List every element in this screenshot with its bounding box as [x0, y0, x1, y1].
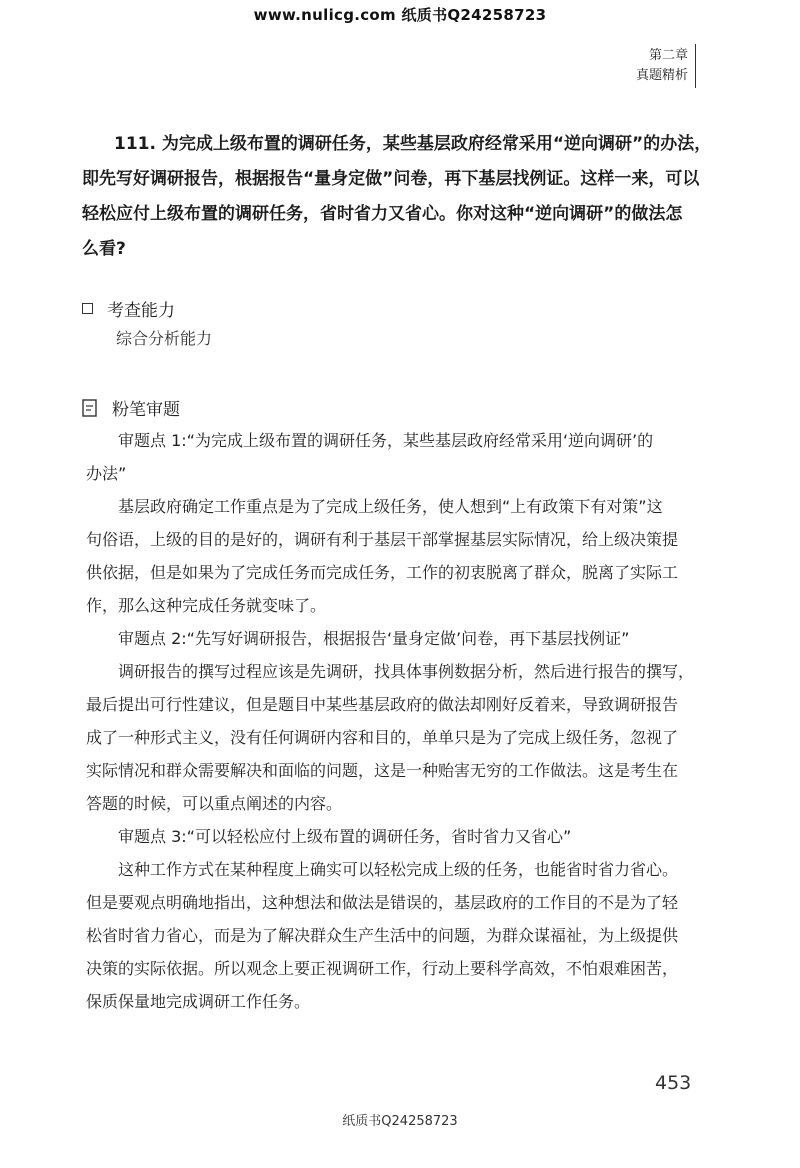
paragraph-line: 决策的实际依据。所以观念上要正视调研工作，行动上要科学高效，不怕艰难困苦，	[86, 959, 679, 978]
paragraph-line: 作，那么这种完成任务就变味了。	[86, 596, 327, 615]
question-line: 么看?	[82, 239, 126, 259]
paragraph-line: 实际情况和群众需要解决和面临的问题，这是一种贻害无穷的工作做法。这是考生在	[86, 761, 679, 780]
section-title: 真题精析	[635, 68, 688, 83]
question-line: 111. 为完成上级布置的调研任务，某些基层政府经常采用“逆向调研”的办法，	[114, 134, 712, 154]
paragraph-line: 松省时省力省心，而是为了解决群众生产生活中的问题，为群众谋福祉，为上级提供	[86, 926, 679, 945]
question-block	[82, 127, 710, 267]
paragraph-line: 这种工作方式在某种程度上确实可以轻松完成上级的任务，也能省时省力省心。	[118, 860, 679, 879]
chapter-title: 第二章	[648, 48, 688, 63]
watermark-bottom: 纸质书Q24258723	[342, 1114, 458, 1129]
paragraph-line: 最后提出可行性建议，但是题目中某些基层政府的做法却刚好反着来，导致调研报告	[86, 695, 679, 714]
watermark-top: www.nulicg.com 纸质书Q24258723	[253, 6, 547, 24]
paragraph-line: 供依据，但是如果为了完成任务而完成任务，工作的初衷脱离了群众，脱离了实际工	[86, 563, 679, 582]
square-bullet-icon	[82, 303, 93, 314]
paragraph-line: 句俗语，上级的目的是好的，调研有利于基层干部掌握基层实际情况，给上级决策提	[86, 530, 679, 549]
page-number: 453	[655, 1072, 692, 1094]
paragraph-line: 保质保量地完成调研工作任务。	[86, 992, 311, 1011]
review-content	[86, 424, 706, 1018]
chapter-header	[636, 46, 688, 86]
review-point-title: 审题点 2:“先写好调研报告，根据报告‘量身定做’问卷，再下基层找例证”	[118, 629, 630, 648]
review-heading-text: 粉笔审题	[112, 400, 180, 420]
paragraph-line: 调研报告的撰写过程应该是先调研，找具体事例数据分析，然后进行报告的撰写，	[118, 662, 695, 681]
ability-heading	[82, 296, 175, 321]
paragraph-line: 但是要观点明确地指出，这种想法和做法是错误的，基层政府的工作目的不是为了轻	[86, 893, 679, 912]
review-point-title: 审题点 3:“可以轻松应付上级布置的调研任务，省时省力又省心”	[118, 827, 572, 846]
paragraph-line: 成了一种形式主义，没有任何调研内容和目的，单单只是为了完成上级任务，忽视了	[86, 728, 679, 747]
review-point-title: 办法”	[86, 464, 127, 483]
review-point-title: 审题点 1:“为完成上级布置的调研任务，某些基层政府经常采用‘逆向调研’的	[118, 431, 654, 450]
ability-value: 综合分析能力	[116, 329, 213, 348]
pen-note-icon	[82, 399, 98, 417]
paragraph-line: 基层政府确定工作重点是为了完成上级任务，使人想到“上有政策下有对策”这	[118, 497, 663, 516]
question-line: 即先写好调研报告，根据报告“量身定做”问卷，再下基层找例证。这样一来，可以	[82, 169, 700, 189]
question-line: 轻松应付上级布置的调研任务，省时省力又省心。你对这种“逆向调研”的做法怎	[82, 204, 683, 224]
ability-heading-text: 考查能力	[107, 301, 175, 321]
paragraph-line: 答题的时候，可以重点阐述的内容。	[86, 794, 343, 813]
review-heading	[82, 395, 180, 420]
chapter-divider	[695, 44, 696, 88]
